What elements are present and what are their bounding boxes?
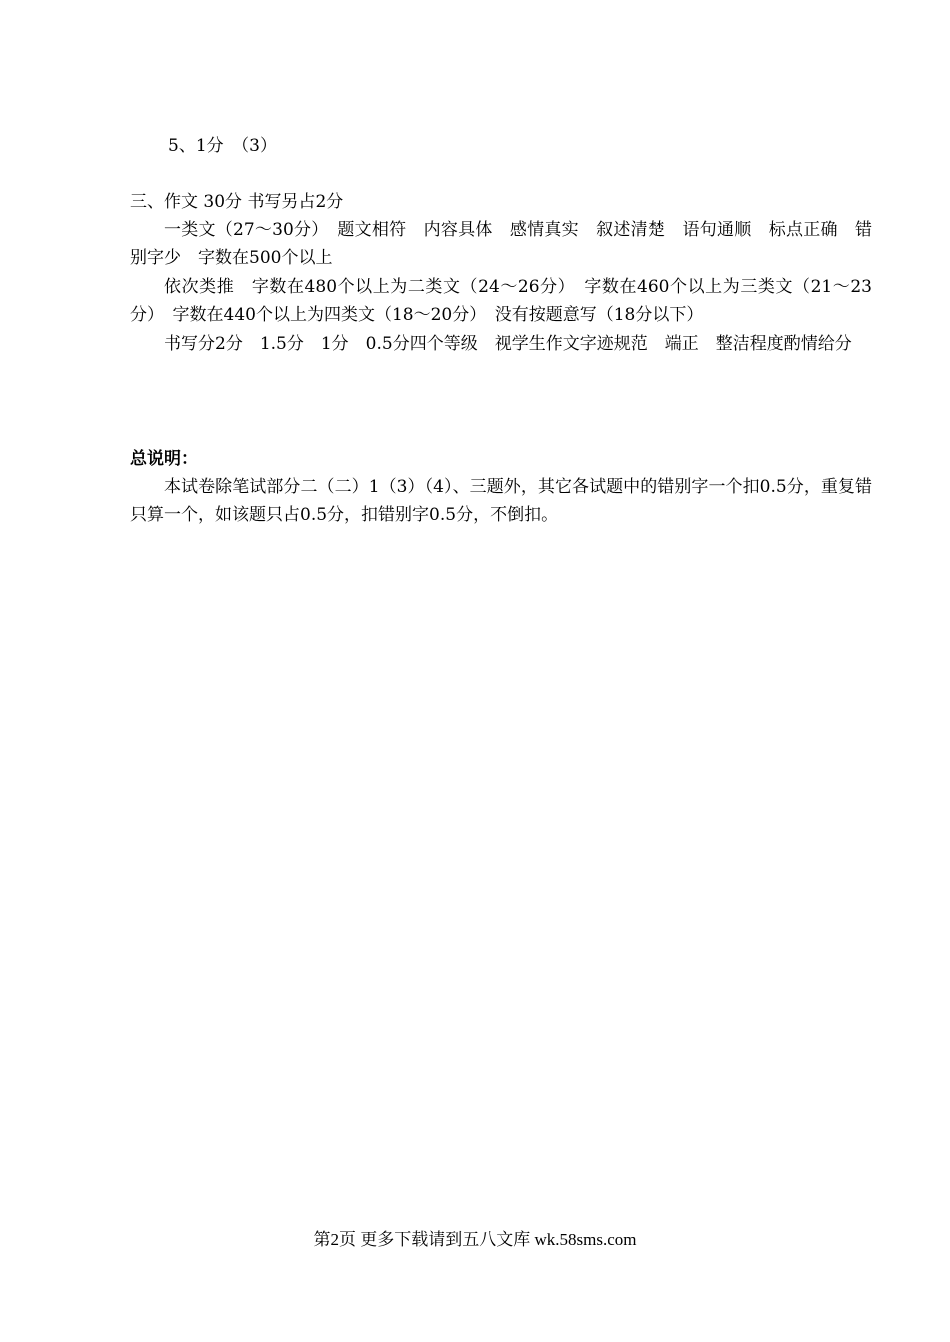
essay-heading: 三、作文 30分 书写另占2分 [130,192,344,212]
general-notes-body: 本试卷除笔试部分二（二）1（3）（4）、三题外，其它各试题中的错别字一个扣0.5分，重复错只算一个，如该题只占0.5分，扣错别字0.5分，不倒扣。 [130,477,872,525]
general-notes-heading: 总说明： [130,449,198,469]
page-footer: 第2页 更多下载请到五八文库 wk.58sms.com [313,1230,637,1249]
essay-other-classes: 依次类推 字数在480个以上为二类文（24～26分） 字数在460个以上为三类文（21～23分） 字数在440个以上为四类文（18～20分） 没有按题意写（18分以下） [130,277,872,325]
essay-handwriting-score: 书写分2分 1.5分 1分 0.5分四个等级 视学生作文字迹规范 端正 整洁程度酌情给分 [164,334,852,354]
essay-class1-criteria: 一类文（27～30分） 题文相符 内容具体 感情真实 叙述清楚 语句通顺 标点正确 错别字少 字数在500个以上 [130,220,872,268]
item-5-score: 5、1分 （3） [168,136,277,156]
